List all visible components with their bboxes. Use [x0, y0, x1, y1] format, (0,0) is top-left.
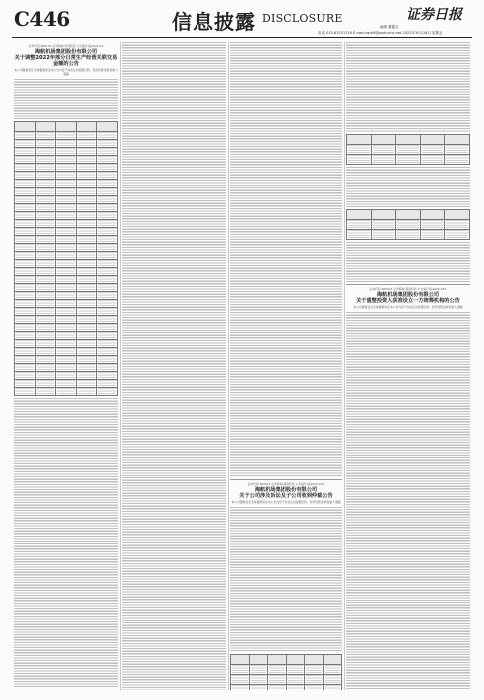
notice-header [346, 287, 470, 309]
notice-statement: 本公司董事会及全体董事保证本公告内容不存在任何虚假记载、误导性陈述或者重大遗漏 [231, 499, 341, 504]
body-text [122, 332, 226, 477]
body-text [14, 543, 118, 688]
body-text [122, 622, 226, 690]
table-row [15, 340, 118, 348]
newspaper-logo: 证券日报 [406, 7, 462, 23]
table-row [15, 252, 118, 260]
notice-company: 海航机场集团股份有限公司 [254, 486, 318, 493]
notice-code-line: 证券代码:600155 证券简称:华创阳安 公告编号:临2022-XX [28, 44, 104, 48]
column-middle-right [230, 42, 342, 690]
table-row [231, 684, 342, 690]
table-row [15, 220, 118, 228]
table-row [15, 260, 118, 268]
table-row [15, 172, 118, 180]
notice-title: 关于重整投资人获准设立一方统筹机构的公告 [356, 297, 460, 304]
table-header-row [347, 210, 470, 220]
column-divider [228, 42, 229, 690]
body-text [230, 42, 342, 187]
table-header-row [15, 122, 118, 132]
table-row [15, 276, 118, 284]
table-row [15, 348, 118, 356]
table-row [15, 212, 118, 220]
notice-code-line: 证券代码:600515 证券简称:海南机场 公告编号:临2022-XXX [369, 286, 447, 291]
section-title-en: DISCLOSURE [262, 12, 343, 25]
column-left [14, 42, 118, 690]
table-row [15, 228, 118, 236]
notice-statement: 本公司董事会及全体董事保证本公告内容不存在任何虚假记载、误导性陈述或者重大遗漏 [353, 304, 463, 309]
body-text [14, 79, 118, 119]
notice-company: 海航机场集团股份有限公司 [376, 291, 440, 298]
table-row [15, 380, 118, 388]
page-header [0, 0, 484, 44]
table-row [15, 316, 118, 324]
notice-header [14, 44, 118, 76]
table-row [15, 332, 118, 340]
column-middle [122, 42, 226, 690]
notice-title: 关于公司涉及诉讼及子公司收到仲裁公告 [239, 492, 333, 499]
column-divider [344, 42, 345, 690]
table-row [15, 140, 118, 148]
table-row [15, 132, 118, 140]
notice-title: 关于调整2022年部分日常生产经营关联交易金额的公告 [14, 55, 118, 67]
table-row [15, 236, 118, 244]
header-rule [12, 37, 472, 38]
body-text [230, 332, 342, 477]
notice-divider [230, 479, 342, 480]
table-row [15, 372, 118, 380]
body-text [346, 312, 470, 457]
table-row [15, 284, 118, 292]
body-text [346, 242, 470, 282]
table-row [15, 324, 118, 332]
body-text [230, 187, 342, 332]
table-row [347, 220, 470, 230]
contact-line: 电话 010-83251716 E-mail:zqrb9@zqrb.sina.net 2022年10月28日 星期五 [318, 31, 443, 35]
table-row [15, 364, 118, 372]
table-header-row [347, 135, 470, 145]
table-row [15, 188, 118, 196]
table-row [15, 196, 118, 204]
body-text [122, 187, 226, 332]
notice-statement: 本公司董事会及全体董事保证本公告内容不存在任何虚假记载、误导性陈述或者重大遗漏 [14, 68, 118, 76]
litigation-table [230, 654, 342, 691]
table-row [15, 164, 118, 172]
data-table [346, 209, 470, 240]
column-divider [120, 42, 121, 690]
table-row [231, 674, 342, 684]
data-table [346, 134, 470, 165]
table-row [231, 664, 342, 674]
table-row [15, 268, 118, 276]
table-row [15, 356, 118, 364]
body-text [346, 167, 470, 207]
notice-company: 海航机场集团股份有限公司 [34, 49, 98, 55]
table-row [15, 388, 118, 396]
body-text [346, 602, 470, 691]
table-row [347, 230, 470, 240]
table-row [15, 244, 118, 252]
table-row [15, 292, 118, 300]
table-row [15, 204, 118, 212]
editors-line: 编辑 董鑫玉 [380, 25, 399, 29]
table-row [15, 148, 118, 156]
column-right [346, 42, 470, 690]
body-text [230, 507, 342, 652]
table-header-row [231, 654, 342, 664]
related-transactions-table [14, 121, 118, 396]
page-code: C446 [14, 7, 70, 31]
notice-code-line: 证券代码:600515 证券简称:海南机场 公告编号:临2022-XXX [247, 481, 325, 486]
table-row [15, 156, 118, 164]
body-text [122, 42, 226, 187]
table-row [347, 145, 470, 155]
section-title: 信息披露 [172, 10, 256, 34]
body-text [346, 42, 470, 132]
notice-divider [346, 284, 470, 285]
table-row [347, 155, 470, 165]
notice-header [230, 482, 342, 504]
table-row [15, 180, 118, 188]
body-text [14, 398, 118, 543]
table-row [15, 308, 118, 316]
table-row [15, 300, 118, 308]
body-text [346, 457, 470, 602]
body-text [122, 477, 226, 622]
